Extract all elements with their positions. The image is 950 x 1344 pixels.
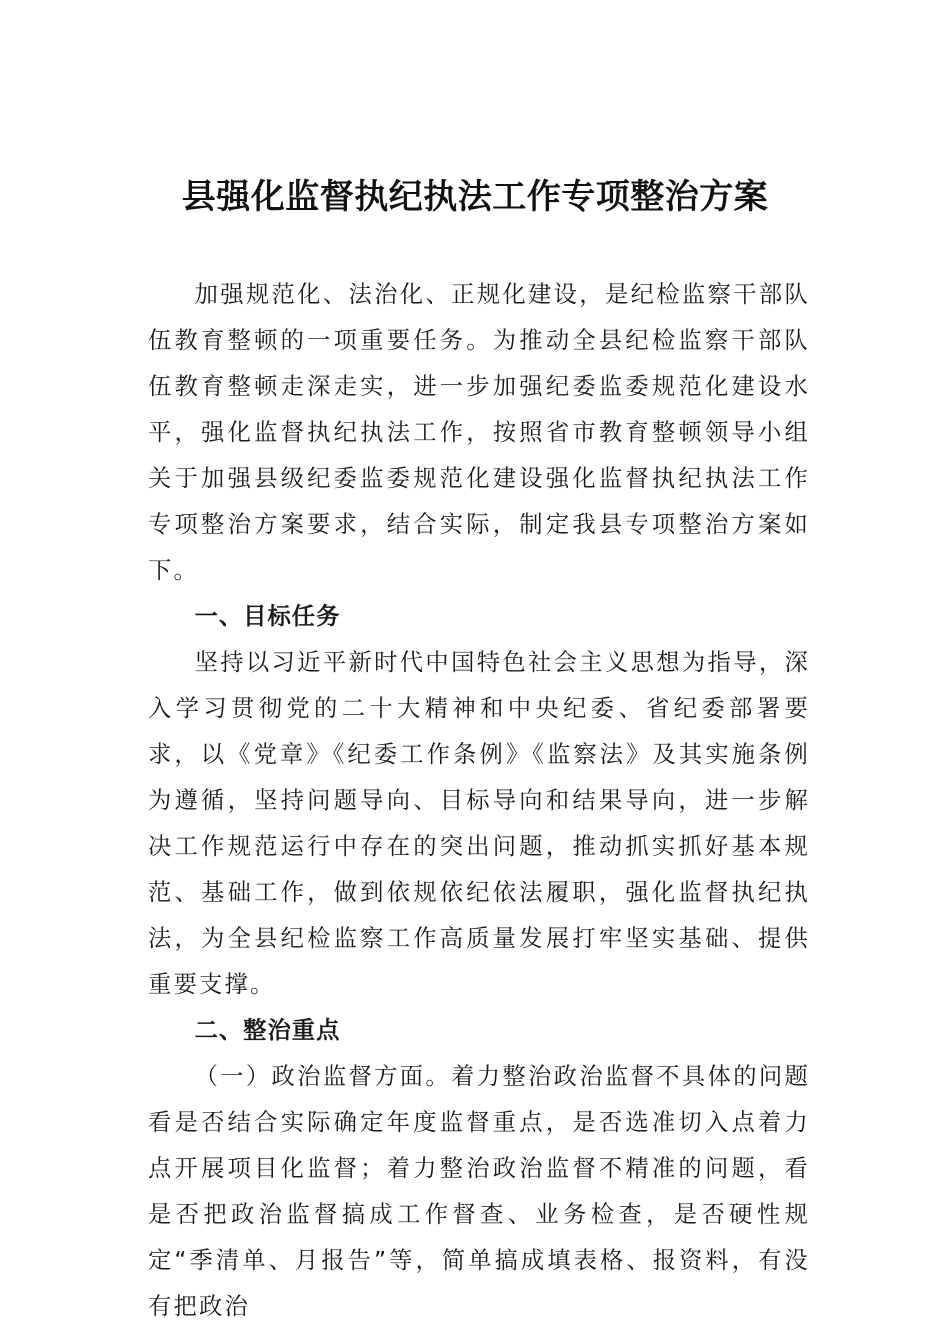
intro-paragraph: 加强规范化、法治化、正规化建设，是纪检监察干部队伍教育整顿的一项重要任务。为推动全县纪检监察干部队伍教育整顿走深走实，进一步加强纪委监委规范化建设水平，强化监督执纪执法工作，按照省市教育整顿领导小组关于加强县级纪委监委规范化建设强化监督执纪执法工作专项整治方案要求，结合实际，制定我县专项整治方案如下。 — [148, 281, 810, 584]
document-body — [148, 272, 810, 1330]
section-heading-goals: 一、目标任务 — [194, 603, 341, 630]
political-supervision-text: 着力整治政治监督不具体的问题看是否结合实际确定年度监督重点，是否选准切入点着力点开展项目化监督；着力整治政治监督不精准的问题，看是否把政治监督搞成工作督查、业务检查，是否硬性规定“季清单、月报告”等，简单搞成填表格、报资料，有没有把政治 — [148, 1063, 810, 1320]
goals-paragraph: 坚持以习近平新时代中国特色社会主义思想为指导，深入学习贯彻党的二十大精神和中央纪委、省纪委部署要求，以《党章》《纪委工作条例》《监察法》及其实施条例为遵循，坚持问题导向、目标导向和结果导向，进一步解决工作规范运行中存在的突出问题，推动抓实抓好基本规范、基础工作，做到依规依纪依法履职，强化监督执纪执法，为全县纪检监察工作高质量发展打牢坚实基础、提供重要支撑。 — [148, 649, 810, 998]
document-title: 县强化监督执纪执法工作专项整治方案 — [181, 177, 769, 217]
political-supervision-paragraph — [148, 1054, 810, 1330]
political-supervision-lead: （一）政治监督方面。 — [194, 1063, 452, 1090]
section-heading-focus: 二、整治重点 — [194, 1017, 341, 1044]
